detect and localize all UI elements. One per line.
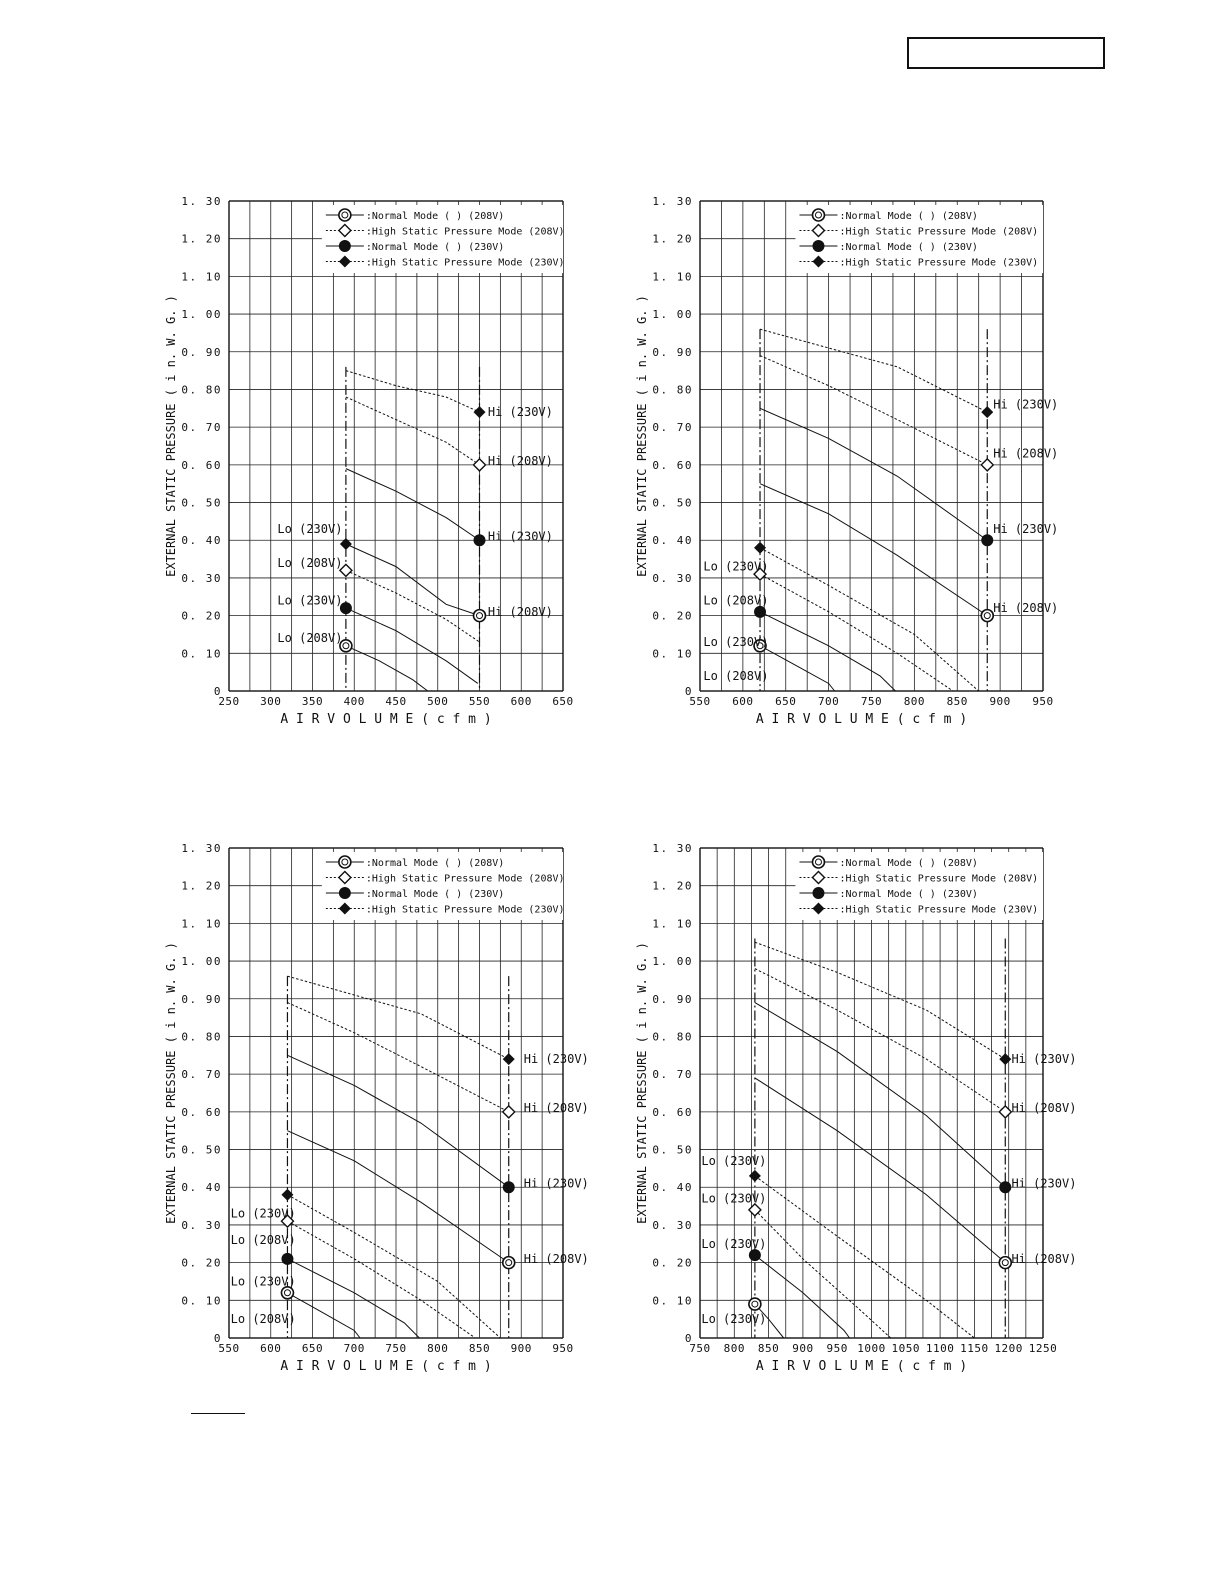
series xyxy=(755,942,1005,1338)
y-tick-label: 0. 10 xyxy=(652,1294,693,1308)
footnote-rule xyxy=(191,1413,245,1414)
legend-label: :High Static Pressure Mode (230V) xyxy=(839,904,1039,916)
y-tick-label: 0. 90 xyxy=(652,992,693,1006)
y-axis-label: EXTERNAL STATIC PRESSURE ( i n. W. G. ) xyxy=(164,942,178,1224)
x-tick-label: 550 xyxy=(468,695,491,708)
y-tick-label: 0. 30 xyxy=(652,571,693,585)
series-line-normal-mode-230v-hi xyxy=(346,469,480,541)
y-tick-label: 0. 80 xyxy=(181,383,222,397)
fan-performance-chart-2 xyxy=(612,0,1224,750)
series-line-normal-mode-208v-hi xyxy=(755,1078,1005,1263)
x-tick-label: 750 xyxy=(385,1342,407,1355)
y-tick-label: 0. 60 xyxy=(652,458,693,472)
series xyxy=(287,976,508,1338)
data-point-filled-circle xyxy=(503,1181,515,1193)
legend xyxy=(322,852,565,920)
y-tick-label: 0. 10 xyxy=(181,647,222,661)
legend xyxy=(322,205,565,273)
data-point-filled-diamond xyxy=(981,406,993,418)
point-annotation: Hi (208V) xyxy=(523,1251,589,1266)
series-line-normal-mode-230v-hi xyxy=(287,1055,508,1187)
point-annotation: Lo (230V) xyxy=(277,521,343,536)
y-tick-label: 0. 70 xyxy=(652,1068,693,1082)
x-tick-label: 600 xyxy=(732,695,754,708)
point-annotation: Hi (208V) xyxy=(993,601,1059,616)
x-tick-label: 1100 xyxy=(925,1342,955,1355)
y-tick-label: 1. 00 xyxy=(652,955,693,969)
x-axis-label: A I R V O L U M E ( c f m ) xyxy=(755,712,968,727)
data-point-filled-diamond xyxy=(503,1053,515,1065)
x-tick-label: 900 xyxy=(510,1342,532,1355)
x-tick-label: 700 xyxy=(817,695,840,708)
x-tick-label: 300 xyxy=(260,695,282,708)
y-tick-label: 0. 70 xyxy=(181,1068,222,1082)
series-line-normal-mode-230v-hi xyxy=(760,408,987,540)
y-tick-label: 1. 10 xyxy=(652,917,693,931)
point-annotation: Hi (230V) xyxy=(523,1052,589,1067)
point-annotation: Hi (230V) xyxy=(993,521,1059,536)
point-annotation: Lo (208V) xyxy=(277,555,343,570)
y-tick-label: 0 xyxy=(684,1332,693,1345)
data-point-filled-circle xyxy=(999,1181,1011,1193)
x-tick-label: 850 xyxy=(468,1342,491,1355)
y-tick-label: 0. 40 xyxy=(181,1181,222,1195)
series-line-high-static-230v-hi xyxy=(755,942,1005,1059)
point-annotation: Lo (208V) xyxy=(230,1233,296,1247)
y-tick-label: 0. 20 xyxy=(652,1256,693,1270)
x-tick-label: 850 xyxy=(757,1342,780,1355)
point-annotation: Lo (230V) xyxy=(701,1236,767,1251)
series xyxy=(760,329,987,691)
y-tick-label: 1. 10 xyxy=(652,270,693,284)
y-tick-label: 1. 20 xyxy=(181,879,222,893)
y-tick-label: 0. 50 xyxy=(181,1143,222,1157)
y-tick-label: 0. 60 xyxy=(652,1105,693,1119)
series-line-normal-mode-208v-hi xyxy=(346,544,480,616)
y-tick-label: 1. 00 xyxy=(652,308,693,322)
y-tick-label: 0. 20 xyxy=(652,609,693,623)
x-tick-label: 800 xyxy=(427,1342,449,1355)
series-line-high-static-208v-lo xyxy=(755,1210,891,1338)
series-line-high-static-208v-lo xyxy=(760,574,953,691)
y-tick-label: 1. 00 xyxy=(181,308,222,322)
point-annotation: Lo (208V) xyxy=(230,1312,296,1327)
data-point-open-diamond xyxy=(474,459,486,471)
x-tick-label: 250 xyxy=(218,695,240,708)
data-point-filled-circle xyxy=(754,606,766,618)
point-annotation: Hi (208V) xyxy=(1011,1101,1077,1116)
x-tick-label: 950 xyxy=(552,1342,574,1355)
data-point-filled-diamond xyxy=(999,1053,1011,1065)
x-tick-label: 350 xyxy=(301,695,324,708)
y-tick-label: 0. 60 xyxy=(181,1105,222,1119)
legend-marker xyxy=(339,887,351,899)
legend-label: :High Static Pressure Mode (230V) xyxy=(839,257,1039,269)
legend-label: :High Static Pressure Mode (208V) xyxy=(839,873,1039,885)
annotations xyxy=(277,405,552,645)
y-tick-label: 0. 70 xyxy=(652,421,693,435)
range-lines xyxy=(346,367,480,691)
y-tick-label: 0. 50 xyxy=(181,496,222,510)
y-tick-label: 0. 90 xyxy=(181,992,222,1006)
fan-performance-chart-3 xyxy=(0,760,620,1510)
point-annotation: Hi (208V) xyxy=(523,1101,589,1116)
y-tick-label: 1. 10 xyxy=(181,270,222,284)
series-line-normal-mode-230v-lo xyxy=(755,1255,850,1338)
point-annotation: Lo (230V) xyxy=(701,1153,767,1168)
data-point-open-circle xyxy=(503,1257,515,1269)
series-line-high-static-230v-hi xyxy=(346,371,480,412)
series-line-normal-mode-230v-lo xyxy=(760,612,895,691)
y-tick-label: 1. 30 xyxy=(652,842,693,855)
y-tick-label: 0. 30 xyxy=(181,571,222,585)
series-line-normal-mode-208v-lo xyxy=(346,646,428,691)
y-tick-label: 0. 60 xyxy=(181,458,222,472)
y-tick-label: 0 xyxy=(684,685,693,698)
fan-performance-chart-1 xyxy=(0,0,620,750)
series-line-high-static-208v-hi xyxy=(760,356,987,465)
data-point-filled-circle xyxy=(474,534,486,546)
x-axis-label: A I R V O L U M E ( c f m ) xyxy=(280,1359,492,1374)
legend xyxy=(795,852,1043,920)
y-tick-label: 1. 20 xyxy=(652,879,693,893)
y-tick-label: 1. 30 xyxy=(652,195,693,208)
legend-label: :High Static Pressure Mode (208V) xyxy=(365,873,565,885)
x-tick-label: 550 xyxy=(689,695,711,708)
data-point-filled-circle xyxy=(749,1249,761,1261)
series-line-normal-mode-230v-hi xyxy=(755,1003,1005,1188)
x-tick-label: 850 xyxy=(946,695,968,708)
point-annotation: Lo (208V) xyxy=(703,593,769,608)
point-annotation: Lo (208V) xyxy=(277,631,343,646)
x-tick-label: 650 xyxy=(552,695,574,708)
y-tick-label: 1. 20 xyxy=(652,232,693,246)
x-tick-label: 550 xyxy=(218,1342,240,1355)
legend-label: :Normal Mode ( ) (230V) xyxy=(365,889,505,900)
data-point-filled-circle xyxy=(281,1253,293,1265)
data-point-filled-circle xyxy=(981,534,993,546)
x-tick-label: 600 xyxy=(260,1342,282,1355)
point-annotation: Lo (230V) xyxy=(701,1312,767,1327)
point-annotation: Lo (230V) xyxy=(703,559,769,574)
data-point-open-circle xyxy=(749,1298,761,1310)
y-tick-label: 0. 90 xyxy=(181,345,222,359)
legend-marker xyxy=(339,856,351,868)
point-annotation: Lo (230V) xyxy=(230,1206,296,1221)
y-tick-label: 0 xyxy=(213,1332,222,1345)
x-axis-label: A I R V O L U M E ( c f m ) xyxy=(280,712,492,727)
data-markers xyxy=(749,1053,1011,1310)
x-tick-label: 900 xyxy=(989,695,1011,708)
y-tick-label: 0. 50 xyxy=(652,1143,693,1157)
y-tick-label: 1. 30 xyxy=(181,195,222,208)
point-annotation: Lo (230V) xyxy=(703,635,769,649)
series-line-high-static-230v-lo xyxy=(755,1176,975,1338)
y-tick-label: 0. 80 xyxy=(652,1030,693,1044)
x-tick-label: 650 xyxy=(301,1342,324,1355)
point-annotation: Hi (230V) xyxy=(487,529,553,544)
series-line-normal-mode-208v-hi xyxy=(760,484,987,616)
y-axis-label: EXTERNAL STATIC PRESSURE ( i n. W. G. ) xyxy=(635,295,649,577)
y-tick-label: 0. 30 xyxy=(181,1218,222,1232)
point-annotation: Lo (208V) xyxy=(703,668,769,683)
series-line-normal-mode-230v-lo xyxy=(346,608,478,683)
data-point-open-circle xyxy=(281,1287,293,1299)
y-tick-label: 1. 20 xyxy=(181,232,222,246)
data-point-open-circle xyxy=(981,610,993,622)
x-tick-label: 1050 xyxy=(891,1342,921,1355)
series-line-normal-mode-230v-lo xyxy=(287,1259,419,1338)
y-tick-label: 0. 40 xyxy=(181,534,222,548)
point-annotation: Hi (230V) xyxy=(1011,1052,1077,1067)
x-tick-label: 750 xyxy=(860,695,883,708)
legend-label: :Normal Mode ( ) (230V) xyxy=(365,242,505,253)
y-tick-label: 0. 80 xyxy=(181,1030,222,1044)
legend-label: :Normal Mode ( ) (208V) xyxy=(365,858,505,869)
point-annotation: Hi (208V) xyxy=(1011,1251,1077,1266)
y-tick-label: 0. 10 xyxy=(652,647,693,661)
point-annotation: Hi (208V) xyxy=(487,604,553,619)
x-tick-label: 500 xyxy=(427,695,449,708)
y-tick-label: 0. 20 xyxy=(181,609,222,623)
x-tick-label: 650 xyxy=(775,695,797,708)
legend-label: :Normal Mode ( ) (230V) xyxy=(839,242,978,253)
x-tick-label: 1200 xyxy=(994,1342,1023,1355)
series-line-high-static-208v-hi xyxy=(755,969,1005,1112)
y-tick-label: 0. 40 xyxy=(652,1181,693,1195)
fan-performance-chart-4 xyxy=(612,760,1224,1510)
point-annotation: Lo (230V) xyxy=(277,593,343,608)
y-tick-label: 0. 70 xyxy=(181,421,222,435)
series-line-high-static-208v-hi xyxy=(346,397,480,465)
legend-label: :High Static Pressure Mode (230V) xyxy=(365,904,565,916)
annotations xyxy=(231,1052,589,1326)
x-tick-label: 1000 xyxy=(857,1342,886,1355)
x-tick-label: 450 xyxy=(385,695,407,708)
x-tick-label: 800 xyxy=(723,1342,745,1355)
point-annotation: Hi (230V) xyxy=(523,1176,589,1191)
legend-label: :Normal Mode ( ) (208V) xyxy=(365,211,505,222)
y-tick-label: 0. 50 xyxy=(652,496,693,510)
x-tick-label: 800 xyxy=(903,695,926,708)
x-tick-label: 600 xyxy=(510,695,532,708)
data-point-open-circle xyxy=(474,610,486,622)
x-tick-label: 750 xyxy=(689,1342,711,1355)
legend-marker xyxy=(339,209,351,221)
x-tick-label: 950 xyxy=(826,1342,848,1355)
grid xyxy=(700,848,1043,1338)
data-point-filled-diamond xyxy=(474,406,486,418)
legend-marker xyxy=(339,240,351,252)
data-point-filled-diamond xyxy=(340,538,352,550)
y-tick-label: 0. 90 xyxy=(652,345,693,359)
y-axis-label: EXTERNAL STATIC PRESSURE ( i n. W. G. ) xyxy=(635,942,649,1224)
x-tick-label: 400 xyxy=(343,695,365,708)
x-tick-label: 950 xyxy=(1032,695,1054,708)
x-tick-label: 1250 xyxy=(1028,1342,1058,1355)
y-tick-label: 1. 00 xyxy=(181,955,222,969)
legend-label: :High Static Pressure Mode (208V) xyxy=(365,226,565,238)
data-point-open-diamond xyxy=(503,1106,515,1118)
series-line-high-static-208v-lo xyxy=(346,570,480,642)
point-annotation: Hi (230V) xyxy=(993,397,1059,412)
legend xyxy=(795,205,1043,273)
point-annotation: Hi (230V) xyxy=(487,405,553,420)
legend-marker xyxy=(812,240,824,252)
series-line-high-static-208v-hi xyxy=(287,1003,508,1112)
x-axis-label: A I R V O L U M E ( c f m ) xyxy=(755,1359,968,1374)
legend-label: :High Static Pressure Mode (230V) xyxy=(365,257,565,269)
y-tick-label: 0. 80 xyxy=(652,383,693,397)
range-lines xyxy=(287,976,508,1338)
y-tick-label: 0. 30 xyxy=(652,1218,693,1232)
data-point-open-circle xyxy=(999,1257,1011,1269)
point-annotation: Hi (208V) xyxy=(993,446,1059,461)
series-line-normal-mode-208v-lo xyxy=(287,1293,360,1338)
legend-label: :High Static Pressure Mode (208V) xyxy=(839,226,1039,238)
series-line-normal-mode-208v-hi xyxy=(287,1131,508,1263)
point-annotation: Hi (208V) xyxy=(487,454,553,469)
y-tick-label: 0. 10 xyxy=(181,1294,222,1308)
y-tick-label: 0 xyxy=(213,685,222,698)
y-tick-label: 0. 40 xyxy=(652,534,693,548)
point-annotation: Lo (230V) xyxy=(230,1274,296,1289)
series-line-normal-mode-208v-lo xyxy=(760,646,835,691)
series xyxy=(346,371,480,691)
y-axis-label: EXTERNAL STATIC PRESSURE ( i n. W. G. ) xyxy=(164,295,178,577)
point-annotation: Lo (230V) xyxy=(701,1191,767,1206)
x-tick-label: 700 xyxy=(343,1342,365,1355)
y-tick-label: 0. 20 xyxy=(181,1256,222,1270)
legend-marker xyxy=(812,856,824,868)
point-annotation: Hi (230V) xyxy=(1011,1176,1077,1191)
data-point-open-diamond xyxy=(981,459,993,471)
x-tick-label: 1150 xyxy=(960,1342,989,1355)
range-lines xyxy=(760,329,987,691)
data-point-open-diamond xyxy=(999,1106,1011,1118)
legend-label: :Normal Mode ( ) (230V) xyxy=(839,889,978,900)
y-tick-label: 1. 10 xyxy=(181,917,222,931)
y-tick-label: 1. 30 xyxy=(181,842,222,855)
legend-label: :Normal Mode ( ) (208V) xyxy=(839,858,978,869)
x-tick-label: 900 xyxy=(792,1342,814,1355)
legend-marker xyxy=(812,887,824,899)
legend-marker xyxy=(812,209,824,221)
legend-label: :Normal Mode ( ) (208V) xyxy=(839,211,978,222)
data-point-filled-diamond xyxy=(749,1170,761,1182)
series-line-high-static-208v-lo xyxy=(287,1221,475,1338)
